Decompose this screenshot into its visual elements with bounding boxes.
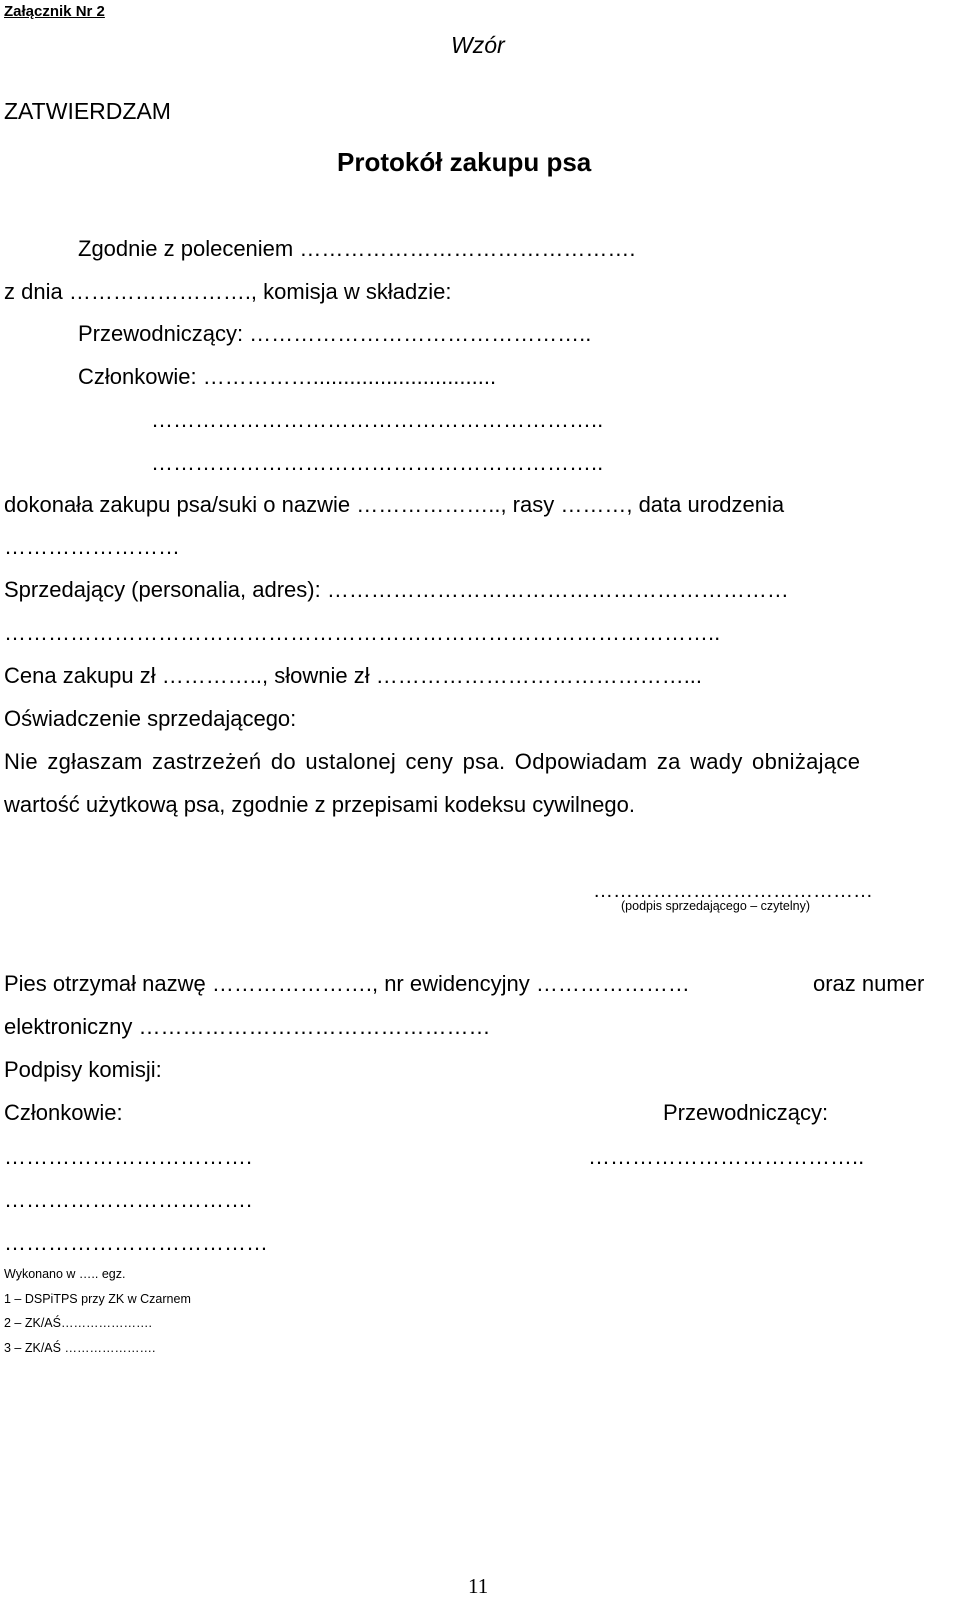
purchase-line: dokonała zakupu psa/suki o nazwie ……………….., rasy ………, data urodzenia [4,492,785,517]
electronic-number-line: elektroniczny ………………………………………… [4,1014,491,1039]
member-dots-1: …………………………………………………….. [151,407,604,432]
statement-line-2: wartość użytkową psa, zgodnie z przepisami kodeksu cywilnego. [4,792,635,817]
copy-1: 1 – DSPiTPS przy ZK w Czarnem [4,1292,191,1306]
template-label: Wzór [451,32,505,58]
dog-name-line-end: oraz numer [813,971,925,996]
page-number: 11 [468,1574,489,1598]
birthdate-dots: …………………… [4,534,180,559]
commission-signatures-heading: Podpisy komisji: [4,1057,162,1082]
copy-3: 3 – ZK/AŚ …………………. [4,1341,156,1355]
chairman-line: Przewodniczący: ……………………………………….. [78,321,592,346]
seller-line: Sprzedający (personalia, adres): ……………………………………………………… [4,577,789,602]
seller-dots: …………………………………………………………………………………….. [4,620,721,645]
copies-line: Wykonano w ….. egz. [4,1267,126,1281]
chairman-signature-label: Przewodniczący: [663,1100,829,1125]
document-title: Protokół zakupu psa [337,147,592,177]
statement-line-1 [4,751,956,773]
statement-text-1: Nie zgłaszam zastrzeżeń do ustalonej ceny psa. Odpowiadam za wady obniżające [4,749,861,774]
order-line: Zgodnie z poleceniem ………………………………………. [78,236,636,261]
date-line: z dnia ……………………., komisja w składzie: [4,279,452,304]
dog-name-line: Pies otrzymał nazwę …………………., nr ewidencyjny ………………… [4,971,690,996]
price-line: Cena zakupu zł ………….., słownie zł ……………………………………... [4,663,703,688]
copy-2: 2 – ZK/AŚ…………………. [4,1316,152,1330]
chairman-signature-dots: ……………………………….. [588,1144,865,1169]
seller-signature-caption: (podpis sprzedającego – czytelny) [621,899,810,913]
member-signature-3: ……………………………… [4,1230,268,1255]
members-signature-label: Członkowie: [4,1100,123,1125]
member-signature-1: ……………………………. [4,1144,253,1169]
member-signature-2: ……………………………. [4,1187,253,1212]
members-line: Członkowie: …………….............................. [78,364,497,389]
approve-label: ZATWIERDZAM [4,98,171,124]
member-dots-2: …………………………………………………….. [151,450,604,475]
annex-label: Załącznik Nr 2 [4,3,105,20]
seller-signature-dots: …………………………………… [593,880,873,902]
statement-heading: Oświadczenie sprzedającego: [4,706,297,731]
